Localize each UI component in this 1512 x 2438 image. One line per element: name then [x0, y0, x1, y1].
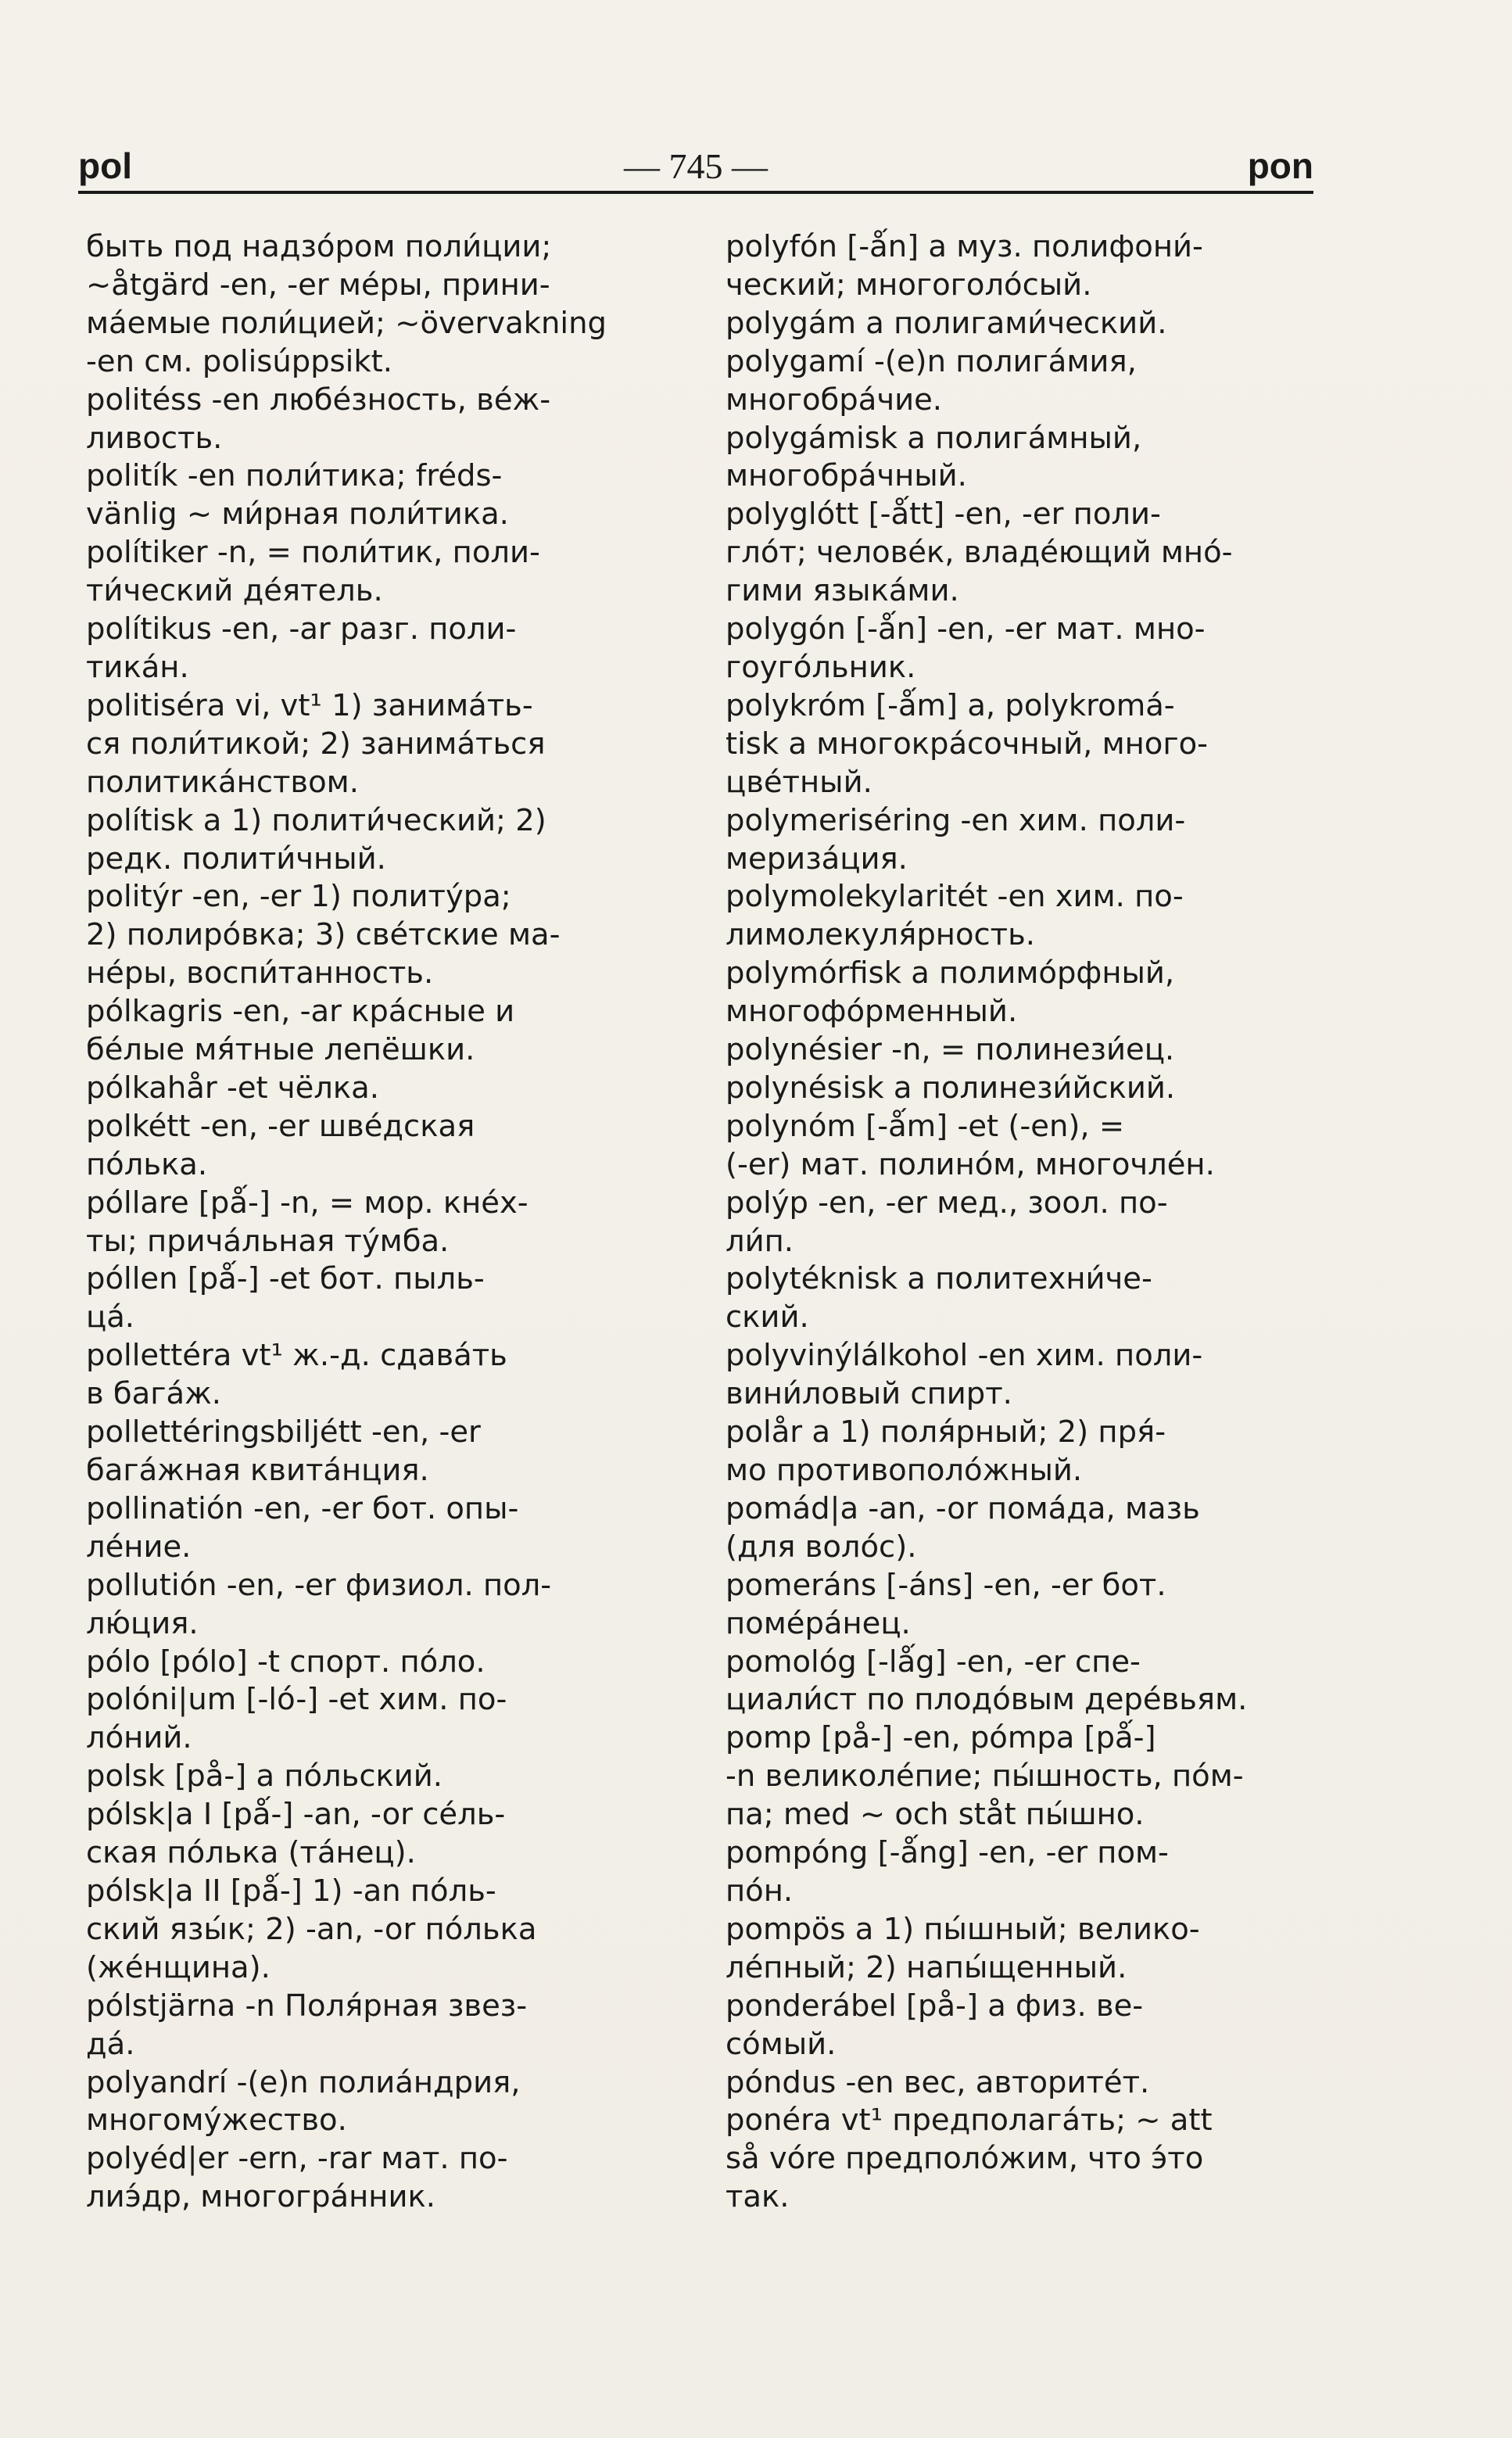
- entry-line: ти́ческий де́ятель.: [86, 573, 383, 609]
- dictionary-entry: [726, 343, 1304, 420]
- dictionary-entry: [86, 2140, 665, 2217]
- entry-line: по́лька.: [86, 1146, 208, 1182]
- dictionary-entry: [726, 1260, 1304, 1337]
- entry-line: polynésier -n, = полинези́ец.: [726, 1032, 1175, 1068]
- entry-line: редк. полити́чный.: [86, 841, 386, 877]
- entry-line: pólkahår -et чёлка.: [86, 1070, 379, 1106]
- entry-line: -n великоле́пие; пы́шность, по́м-: [726, 1759, 1244, 1794]
- dictionary-entry: [726, 2064, 1304, 2103]
- dictionary-entry: [726, 802, 1304, 879]
- entry-line: polkétt -en, -er шве́дская: [86, 1108, 475, 1144]
- entry-line: pomológ [-lǻg] -en, -er спе-: [726, 1644, 1141, 1680]
- dictionary-entry: [86, 1681, 665, 1758]
- entry-line: pomád|a -an, -or пома́да, мазь: [726, 1490, 1200, 1526]
- entry-line: polyvinýlálkohol -en хим. поли-: [726, 1338, 1203, 1374]
- entry-line: ский язы́к; 2) -an, -or по́лька: [86, 1911, 537, 1947]
- entry-line: политика́нством.: [86, 764, 359, 800]
- entry-line: ло́ний.: [86, 1720, 192, 1756]
- entry-line: pólstjärna -n Поля́рная звез-: [86, 1988, 528, 2024]
- entry-line: тика́н.: [86, 649, 189, 685]
- entry-line: pólkagris -en, -ar кра́сные и: [86, 994, 515, 1030]
- entry-line: лиэ́др, многогра́нник.: [86, 2179, 435, 2215]
- entry-line: polyglótt [-ǻtt] -en, -er поли-: [726, 497, 1161, 532]
- dictionary-entry: [86, 993, 665, 1070]
- entry-line: polyandrí -(e)n полиа́ндрия,: [86, 2064, 521, 2100]
- entry-line: гло́т; челове́к, владе́ющий мно́-: [726, 535, 1233, 571]
- entry-line: ponéra vt¹ предполага́ть; ~ att: [726, 2103, 1213, 2139]
- entry-line: бага́жная квита́нция.: [86, 1453, 429, 1488]
- entry-line: polår a 1) поля́рный; 2) пря́-: [726, 1414, 1166, 1450]
- dictionary-entry: [726, 1567, 1304, 1644]
- dictionary-entry: [86, 228, 665, 382]
- dictionary-entry: [726, 611, 1304, 687]
- entry-line: па; med ~ och ståt пы́шно.: [726, 1797, 1145, 1833]
- entry-line: быть под надзо́ром поли́ции;: [86, 229, 552, 264]
- entry-line: бе́лые мя́тные лепёшки.: [86, 1032, 475, 1068]
- entry-line: ческий; многоголо́сый.: [726, 267, 1092, 303]
- entry-line: со́мый.: [726, 2026, 837, 2062]
- entry-line: ская по́лька (та́нец).: [86, 1835, 416, 1871]
- dictionary-entry: [726, 687, 1304, 802]
- entry-line: pollettéringsbiljétt -en, -er: [86, 1414, 481, 1450]
- dictionary-entry: [726, 2102, 1304, 2217]
- entry-line: гоуго́льник.: [726, 649, 916, 685]
- entry-line: (-er) мат. полино́м, многочле́н.: [726, 1146, 1215, 1182]
- entry-line: (для воло́с).: [726, 1529, 917, 1565]
- dictionary-entry: [86, 1260, 665, 1337]
- entry-line: politýr -en, -er 1) политу́ра;: [86, 879, 511, 915]
- entry-line: многофо́рменный.: [726, 994, 1018, 1030]
- entry-line: вини́ловый спирт.: [726, 1376, 1012, 1412]
- entry-line: pólsk|a I [pǻ-] -an, -or се́ль-: [86, 1797, 506, 1833]
- dictionary-entry: [86, 1988, 665, 2064]
- entry-line: polymeriséring -en хим. поли-: [726, 802, 1186, 838]
- dictionary-entry: [726, 1070, 1304, 1108]
- dictionary-entry: [726, 1490, 1304, 1567]
- dictionary-entry: [86, 1873, 665, 1988]
- entry-line: ца́.: [86, 1300, 135, 1336]
- dictionary-entry: [86, 1490, 665, 1567]
- entry-line: ливость.: [86, 420, 223, 456]
- entry-line: polýp -en, -er мед., зоол. по-: [726, 1185, 1168, 1221]
- entry-line: póndus -en вес, авторите́т.: [726, 2064, 1150, 2100]
- dictionary-entry: [86, 2064, 665, 2141]
- left-guide-word: pol: [78, 145, 132, 186]
- entry-line: (же́нщина).: [86, 1949, 271, 1985]
- entry-line: мо противополо́жный.: [726, 1453, 1083, 1488]
- entry-line: ли́п.: [726, 1223, 794, 1259]
- entry-line: politéss -en любе́зность, ве́ж-: [86, 382, 551, 418]
- dictionary-entry: [86, 1567, 665, 1644]
- dictionary-entry: [86, 1185, 665, 1261]
- dictionary-entry: [86, 1796, 665, 1873]
- entry-line: многобра́чие.: [726, 382, 943, 418]
- entry-line: póllare [pǻ-] -n, = мор. кне́х-: [86, 1185, 528, 1221]
- entry-line: в бага́ж.: [86, 1376, 222, 1412]
- entry-line: polynésisk a полинези́йский.: [726, 1070, 1176, 1106]
- dictionary-entry: [86, 687, 665, 802]
- entry-line: ле́пный; 2) напы́щенный.: [726, 1949, 1127, 1985]
- entry-line: ся поли́тикой; 2) занима́ться: [86, 726, 546, 762]
- dictionary-entry: [726, 228, 1304, 305]
- entry-line: politiséra vi, vt¹ 1) занима́ть-: [86, 687, 533, 723]
- entry-line: мериза́ция.: [726, 841, 908, 877]
- entry-line: pompös a 1) пы́шный; велико-: [726, 1911, 1200, 1947]
- entry-line: polykróm [-ǻm] a, polykromá-: [726, 687, 1175, 723]
- entry-line: polsk [på-] a по́льский.: [86, 1759, 443, 1794]
- dictionary-entry: [726, 496, 1304, 611]
- dictionary-entry: [86, 802, 665, 879]
- entry-line: pomp [på-] -en, pómpa [pǻ-]: [726, 1720, 1156, 1756]
- entry-line: polymolekylaritét -en хим. по-: [726, 879, 1184, 915]
- entry-line: лимолекуля́рность.: [726, 917, 1036, 953]
- page-number: — 745 —: [624, 146, 768, 186]
- dictionary-entry: [86, 1758, 665, 1796]
- entry-line: поме́ра́нец.: [726, 1605, 911, 1641]
- dictionary-entry: [86, 534, 665, 611]
- entry-line: ле́ние.: [86, 1529, 192, 1565]
- entry-line: ма́емые поли́цией; ~övervakning: [86, 305, 607, 341]
- entry-line: polóni|um [-ló-] -et хим. по-: [86, 1682, 507, 1718]
- entry-line: polygamí -(e)n полига́мия,: [726, 343, 1137, 379]
- dictionary-entry: [726, 1414, 1304, 1490]
- entry-line: så vóre предполо́жим, что э́то: [726, 2141, 1204, 2177]
- dictionary-entry: [726, 1185, 1304, 1261]
- left-column: [86, 228, 665, 2217]
- dictionary-entry: [726, 1108, 1304, 1185]
- dictionary-entry: [86, 1644, 665, 1682]
- entry-line: polítisk a 1) полити́ческий; 2): [86, 802, 546, 838]
- right-column: [726, 228, 1304, 2217]
- entry-line: polyéd|er -ern, -rar мат. по-: [86, 2141, 508, 2177]
- entry-line: polytéknisk a политехни́че-: [726, 1261, 1152, 1297]
- dictionary-entry: [86, 382, 665, 458]
- right-guide-word: pon: [1247, 145, 1313, 186]
- entry-line: лю́ция.: [86, 1605, 199, 1641]
- dictionary-entry: [86, 1070, 665, 1108]
- entry-line: polítiker -n, = поли́тик, поли-: [86, 535, 540, 571]
- entry-line: -en см. polisúppsikt.: [86, 343, 393, 379]
- dictionary-entry: [86, 611, 665, 687]
- entry-line: многобра́чный.: [726, 458, 967, 494]
- dictionary-entry: [726, 1834, 1304, 1911]
- dictionary-entry: [86, 1337, 665, 1414]
- dictionary-entry: [726, 1719, 1304, 1834]
- entry-line: не́ры, воспи́танность.: [86, 955, 434, 991]
- entry-line: pollinatión -en, -er бот. опы-: [86, 1490, 519, 1526]
- entry-line: ский.: [726, 1300, 809, 1336]
- dictionary-entry: [86, 457, 665, 534]
- dictionary-entry: [86, 1108, 665, 1185]
- entry-line: polynóm [-ǻm] -et (-en), =: [726, 1108, 1125, 1144]
- entry-line: polygámisk a полига́мный,: [726, 420, 1142, 456]
- entry-line: pomeráns [-áns] -en, -er бот.: [726, 1567, 1166, 1603]
- entry-line: póllen [pǻ-] -et бот. пыль-: [86, 1261, 485, 1297]
- entry-line: tisk a многокра́сочный, много-: [726, 726, 1209, 762]
- entry-line: politík -en поли́тика; fréds-: [86, 458, 503, 494]
- entry-line: да́.: [86, 2026, 135, 2062]
- dictionary-entry: [726, 878, 1304, 955]
- dictionary-entry: [86, 878, 665, 993]
- entry-line: цве́тный.: [726, 764, 872, 800]
- entry-line: циали́ст по плодо́вым дере́вьям.: [726, 1682, 1248, 1718]
- entry-line: pólo [pólo] -t спорт. по́ло.: [86, 1644, 485, 1680]
- page-header: [78, 137, 1313, 192]
- entry-line: pollettéra vt¹ ж.-д. сдава́ть: [86, 1338, 507, 1374]
- entry-line: pompóng [-ǻng] -en, -er пом-: [726, 1835, 1169, 1871]
- entry-line: polygám a полигами́ческий.: [726, 305, 1167, 341]
- entry-line: гими языка́ми.: [726, 573, 959, 609]
- dictionary-entry: [726, 305, 1304, 343]
- dictionary-entry: [726, 1337, 1304, 1414]
- dictionary-entry: [726, 1988, 1304, 2064]
- entry-line: polítikus -en, -ar разг. поли-: [86, 611, 517, 647]
- dictionary-entry: [726, 1031, 1304, 1070]
- entry-line: polymórfisk a полимо́рфный,: [726, 955, 1175, 991]
- entry-line: ты; прича́льная ту́мба.: [86, 1223, 450, 1259]
- entry-line: ~åtgärd -en, -er ме́ры, прини-: [86, 267, 550, 303]
- entry-line: polyfón [-ǻn] a муз. полифони́-: [726, 229, 1203, 264]
- header-rule: [78, 191, 1313, 194]
- dictionary-entry: [726, 420, 1304, 497]
- entry-line: 2) полиро́вка; 3) све́тские ма-: [86, 917, 561, 953]
- entry-line: по́н.: [726, 1873, 794, 1909]
- entry-line: pólsk|a II [pǻ-] 1) -an по́ль-: [86, 1873, 496, 1909]
- dictionary-entry: [86, 1414, 665, 1490]
- dictionary-entry: [726, 1911, 1304, 1988]
- entry-line: pollutión -en, -er физиол. пол-: [86, 1567, 552, 1603]
- entry-line: так.: [726, 2179, 790, 2215]
- entry-line: polygón [-ǻn] -en, -er мат. мно-: [726, 611, 1206, 647]
- dictionary-entry: [726, 1644, 1304, 1720]
- entry-line: vänlig ~ ми́рная поли́тика.: [86, 497, 509, 532]
- dictionary-entry: [726, 955, 1304, 1031]
- entry-line: многому́жество.: [86, 2103, 347, 2139]
- entry-line: ponderábel [på-] a физ. ве-: [726, 1988, 1144, 2024]
